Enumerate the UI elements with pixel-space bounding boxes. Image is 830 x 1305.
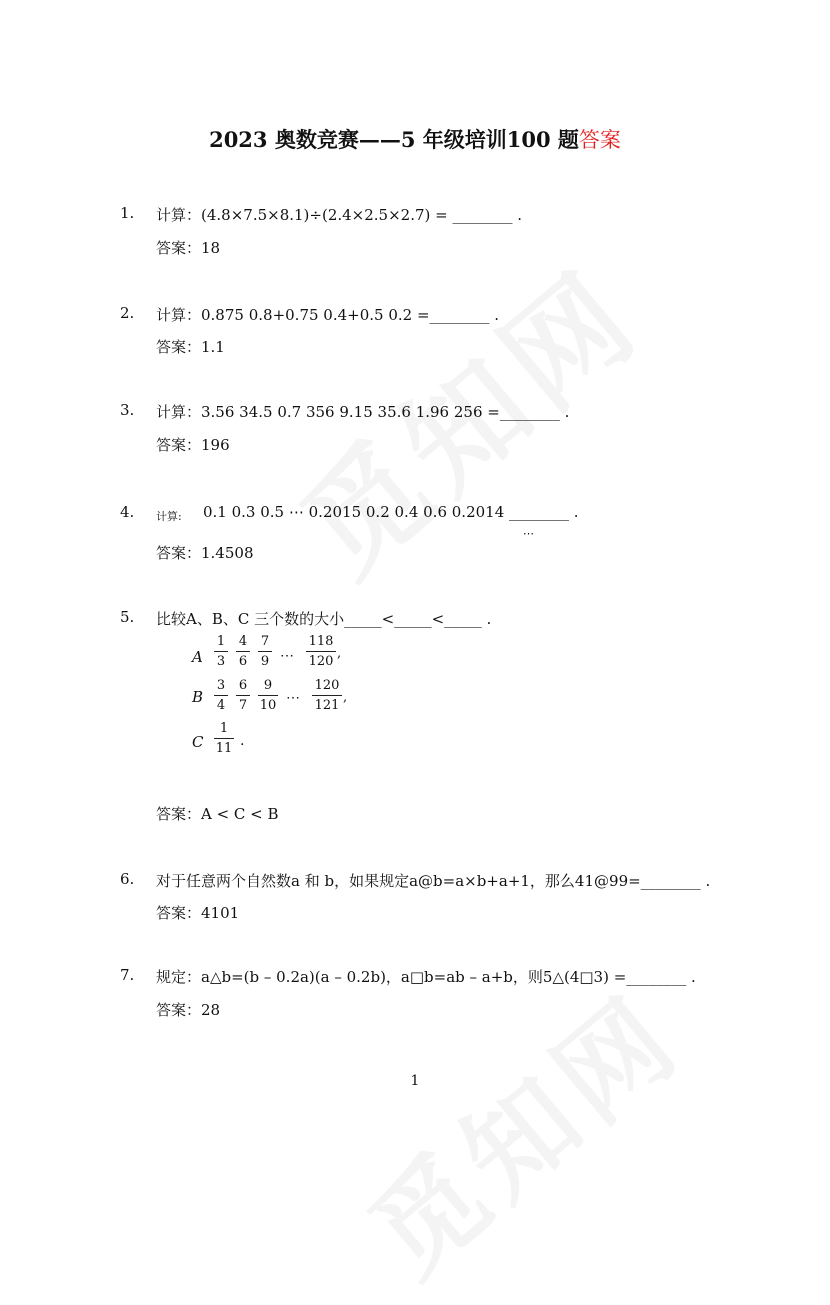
page-title [0,124,830,154]
fraction [236,678,250,713]
answer-text: 答案：1.4508 [156,544,254,562]
period: . [240,733,245,749]
answer-text: 答案：A < C < B [156,805,279,823]
page-number: 1 [410,1073,420,1089]
question-number: 7. [120,966,135,984]
denominator: 9 [260,654,270,669]
watermark-lower [331,953,708,1305]
question-text: 0.1 0.3 0.5 ⋯ 0.2015 0.2 0.4 0.6 0.2014 ________ . [203,503,579,521]
fraction-bar [214,695,228,696]
question-number: 3. [120,401,135,419]
numerator: 1 [216,634,226,649]
fraction [258,634,272,669]
numerator: 3 [216,678,226,693]
fraction [214,721,234,756]
ellipsis: ⋯ [286,690,300,706]
ellipsis: ⋯ [280,648,294,664]
question-text: 对于任意两个自然数a 和 b，如果规定a@b=a×b+a+1，那么41@99=________ . [156,872,711,890]
denominator: 121 [314,698,340,713]
question-prefix: 计算: [156,510,182,523]
title-main: 2023 奥数竞赛——5 年级培训100 题 [209,127,579,152]
answer-text: 答案：18 [156,239,221,257]
fraction [258,678,278,713]
row-label-a: A [192,648,203,666]
numerator: 1 [219,721,229,736]
fraction [214,678,228,713]
numerator: 118 [308,634,334,649]
fraction [214,634,228,669]
numerator: 4 [238,634,248,649]
comma: , [343,690,348,705]
denominator: 10 [259,698,277,713]
denominator: 7 [238,698,248,713]
fraction-bar [214,651,228,652]
fraction-bar [236,695,250,696]
numerator: 9 [263,678,273,693]
question-number: 4. [120,503,135,521]
row-label-b: B [192,688,204,706]
fraction-bar [312,695,342,696]
question-text: 计算：(4.8×7.5×8.1)÷(2.4×2.5×2.7) = ________ . [156,206,523,224]
fraction-bar [258,651,272,652]
question-number: 6. [120,870,135,888]
fraction-bar [214,738,234,739]
comma: , [337,646,342,661]
title-accent: 答案 [578,128,621,152]
fraction-bar [306,651,336,652]
answer-text: 答案：28 [156,1001,221,1019]
question-text: 计算：3.56 34.5 0.7 356 9.15 35.6 1.96 256 =________ . [156,403,570,421]
denominator: 11 [215,741,233,756]
numerator: 6 [238,678,248,693]
row-label-c: C [192,733,204,751]
fraction [306,634,336,669]
question-number: 5. [120,608,135,626]
answer-text: 答案：4101 [156,904,240,922]
denominator: 120 [308,654,334,669]
question-number: 2. [120,304,135,322]
numerator: 7 [260,634,270,649]
question-text: 计算：0.875 0.8+0.75 0.4+0.5 0.2 =________ . [156,306,500,324]
numerator: 120 [314,678,340,693]
answer-text: 答案：196 [156,436,230,454]
fraction-bar [236,651,250,652]
answer-text: 答案：1.1 [156,338,225,356]
fraction-bar [258,695,278,696]
fraction [312,678,342,713]
question-text: 规定：a△b=(b – 0.2a)(a – 0.2b)，a□b=ab – a+b，则5△(4□3) =________ . [156,968,696,986]
ellipsis-sub: ⋯ [523,527,534,540]
question-number: 1. [120,204,135,222]
denominator: 3 [216,654,226,669]
question-text: 比较A、B、C 三个数的大小_____<_____<_____ . [156,610,492,628]
fraction [236,634,250,669]
denominator: 4 [216,698,226,713]
denominator: 6 [238,654,248,669]
